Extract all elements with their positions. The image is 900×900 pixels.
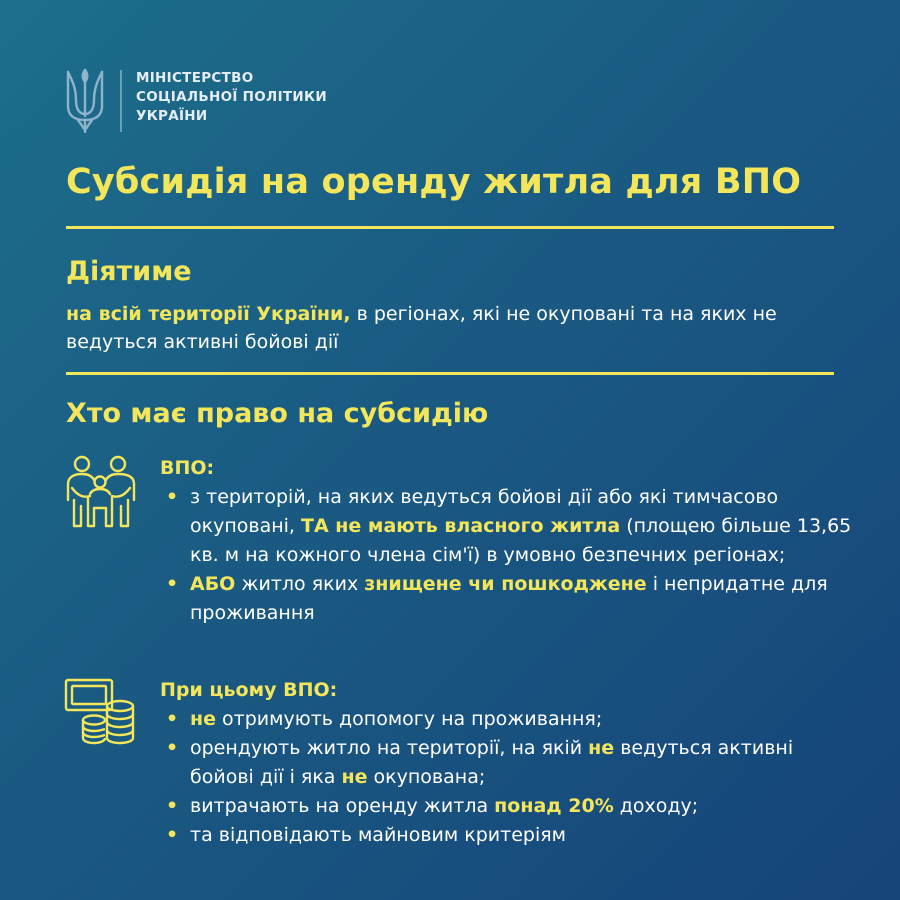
list-item [160, 570, 860, 628]
section-divider [66, 372, 834, 375]
ministry-name-line1: МІНІСТЕРСТВО [136, 70, 254, 86]
list-item-highlight: АБО [190, 573, 236, 595]
list-item-text: орендують житло на території, на якій [190, 737, 589, 759]
group-vpo [160, 454, 860, 628]
list-item-text: окупована; [367, 766, 486, 788]
list-item-highlight: не [190, 708, 217, 730]
list-item [160, 705, 860, 734]
list-item-text: отримують допомогу на проживання; [216, 708, 603, 730]
list-item-text: (площею більше 13,65 кв. м на кожного члена сім'ї) в умовно безпечних регіонах; [190, 515, 852, 566]
list-item [160, 792, 860, 821]
trident-emblem-icon [64, 66, 106, 136]
money-coins-icon [62, 676, 140, 746]
list-item-highlight: знищене чи пошкоджене [364, 573, 647, 595]
list-item-text: витрачають на оренду житла [190, 795, 495, 817]
list-item [160, 734, 860, 792]
list-item-text: і непридатне для проживання [190, 573, 828, 624]
list-item [160, 483, 860, 570]
list-item-highlight: понад 20% [494, 795, 614, 817]
ministry-name-line3: УКРАЇНИ [136, 108, 208, 124]
list-item-text: та відповідають майновим критеріям [190, 824, 567, 846]
list-item-highlight: не [341, 766, 368, 788]
family-icon [62, 454, 140, 530]
who-heading: Хто має право на субсидію [66, 398, 489, 429]
ministry-name [136, 69, 327, 126]
valid-text: в регіонах, які не окуповані та на яких не ведуться активні бойові дії [66, 303, 777, 353]
title-underline [66, 226, 834, 229]
valid-heading: Діятиме [66, 256, 192, 287]
list-item [160, 821, 860, 850]
group-conditions [160, 676, 860, 850]
list-item-text: ведуться активні бойові дії і яка [190, 737, 794, 788]
list-item-text: з територій, на яких ведуться бойові дії або які тимчасово окуповані, [190, 486, 779, 537]
group-vpo-label: ВПО: [160, 457, 215, 479]
logo-divider [120, 70, 122, 132]
list-item-highlight: ТА не мають власного житла [301, 515, 621, 537]
group-conditions-list [160, 705, 860, 850]
ministry-logo [64, 66, 327, 136]
list-item-text: доходу; [613, 795, 699, 817]
list-item-highlight: не [588, 737, 615, 759]
group-conditions-label: При цьому ВПО: [160, 679, 338, 701]
group-vpo-list [160, 483, 860, 628]
valid-highlight: на всій території України, [66, 303, 351, 325]
valid-paragraph [66, 300, 846, 356]
page-title: Субсидія на оренду житла для ВПО [66, 162, 802, 202]
list-item-text: житло яких [235, 573, 365, 595]
ministry-name-line2: СОЦІАЛЬНОЇ ПОЛІТИКИ [136, 89, 327, 105]
